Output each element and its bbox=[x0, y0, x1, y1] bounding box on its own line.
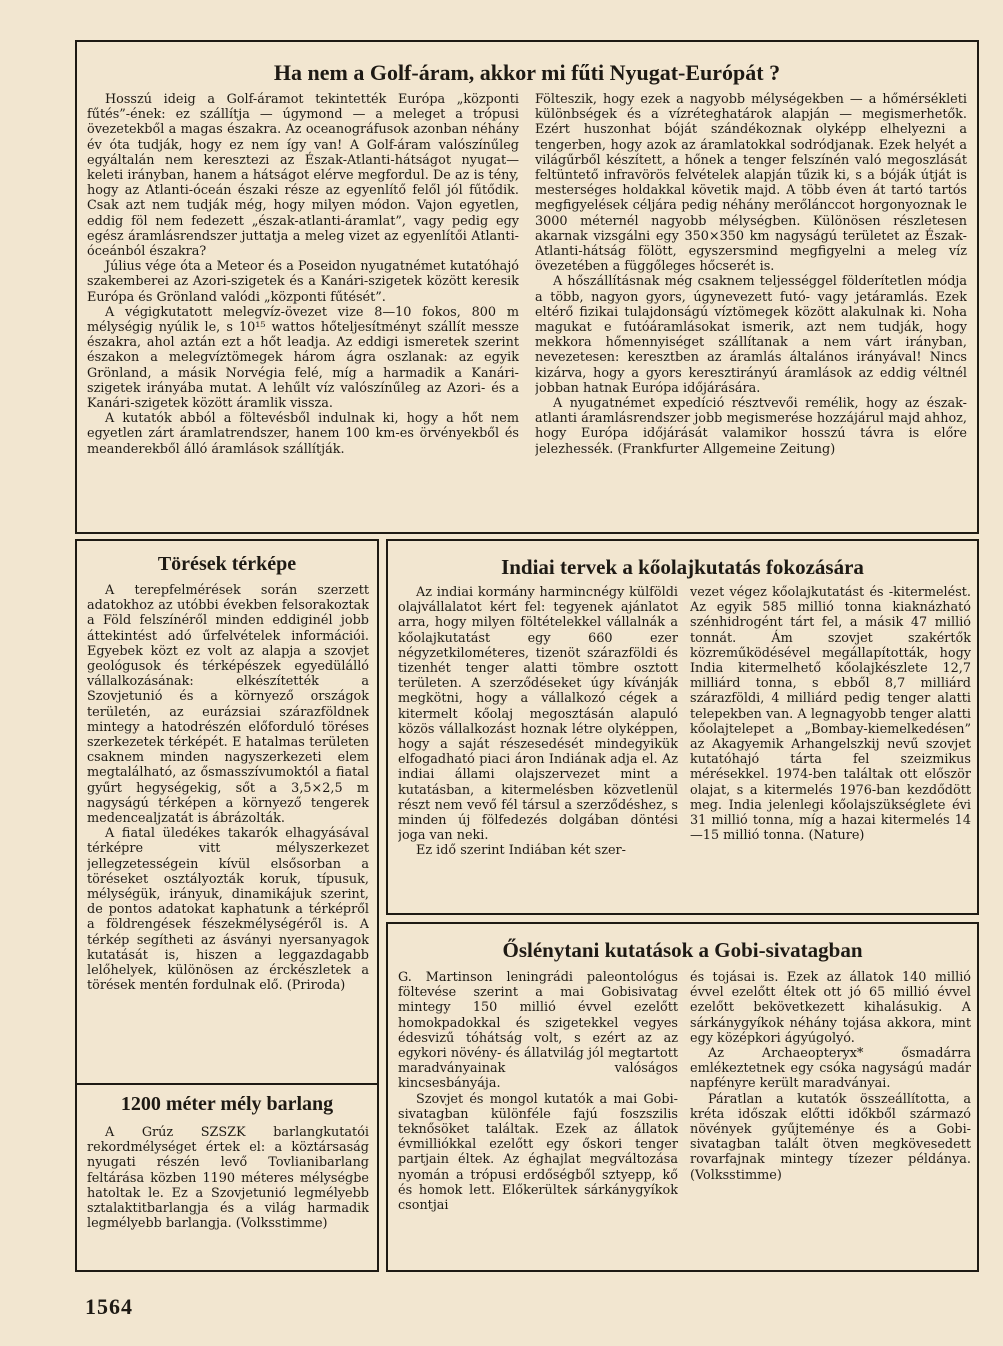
golf-column-2 bbox=[535, 92, 967, 528]
toresek-body bbox=[87, 583, 369, 1083]
gobi-paragraph: Az Archaeopteryx* ősmadárra emlékeztetnek egy csóka nagyságú madár napfényre került maradványai. bbox=[690, 1046, 971, 1092]
gobi-article bbox=[386, 922, 979, 1272]
indiai-column-2 bbox=[690, 585, 971, 911]
left-articles-box bbox=[75, 539, 379, 1272]
gobi-paragraph: és tojásai is. Ezek az állatok 140 millió évvel ezelőtt éltek ott jó 65 millió évvel ezelőtt bekövetkezett kihalásukig. A sárkánygyíkok néhány tojása akkora, mint egy középkori ágyúgolyó. bbox=[690, 970, 971, 1046]
toresek-paragraph: A fiatal üledékes takarók elhagyásával térképre vitt mélyszerkezet jellegzetességein kívül elsősorban a töréseket osztályozták koruk, típusuk, mélységük, irányuk, dinamikájuk szerint, de pontos adatokat kaphatunk a térképről a földrengések fészekmélységéről is. A térkép segítheti az ásványi nyersanyagok kutatását is, hiszen a leggazdagabb lelőhelyek, különösen az érckészletek a törések mentén fordulnak elő. (Priroda) bbox=[87, 826, 369, 994]
golf-title: Ha nem a Golf-áram, akkor mi fűti Nyugat-Európát ? bbox=[273, 60, 781, 85]
indiai-paragraph: Ez idő szerint Indiában két szer- bbox=[416, 843, 626, 859]
gobi-paragraph: G. Martinson leningrádi paleontológus föltevése szerint a mai Gobisivatag mintegy 150 millió évvel ezelőtt homokpadokkal és szigetekkel vegyes édesvizű tóhátság volt, s ezért az az egykori növény- és állatvilág jól megtartott maradványainak valóságos kincsesbányája. bbox=[398, 970, 678, 1092]
golf-paragraph: Fölteszik, hogy ezek a nagyobb mélységekben — a hőmérsékleti különbségek és a vízréteghatárok alapján — megismerhetők. Ezért huszonhat bóját szándékoznak olyképp elhelyezni a tengerben, hogy azok az áramlatokkal sodródjanak. Ezek helyét a világűrből készített, a hőnek a tenger felszínén való megoszlását feltüntető infravörös felvételek alapján tűzik ki, s a bóják útját is mesterséges holdakkal követik majd. A több éven át tartó tartós megfigyelések céljára pedig néhány merőlánccot horgonyoznak le 3000 méternél nagyobb mélységben. Különösen részletesen akarnak vizsgálni egy 350×350 km nagyságú területet az Észak-Atlanti-hátság fölött, egyszersmind megfigyelni a meleg víz övezetében a függőleges hőcserét is. bbox=[535, 92, 967, 275]
golf-article bbox=[75, 40, 979, 534]
golf-paragraph: A nyugatnémet expedíció résztvevői remélik, hogy az észak-atlanti áramlásrendszer jobb megismerése hozzájárul majd ahhoz, hogy Európa időjárását valamikor hosszú távra is előre jelezhessék. (Frankfurter Allgemeine Zeitung) bbox=[535, 396, 967, 457]
toresek-title: Törések térképe bbox=[157, 553, 297, 575]
gobi-paragraph: Szovjet és mongol kutatók a mai Gobi-sivatagban különféle fajú foszszilis teknősöket találtak. Ezek az állatok évmilliókkal ezelőtt egy őskori tenger partjain éltek. Az éghajlat megváltozása nyomán a trópusi erdőségből sztyepp, kő és homok lett. Előkerültek sárkánygyíkok csontjai bbox=[398, 1091, 678, 1214]
golf-column-1 bbox=[87, 92, 519, 528]
page-number: 1564 bbox=[85, 1294, 133, 1319]
barlang-title: 1200 méter mély barlang bbox=[120, 1093, 334, 1115]
gobi-title: Őslénytani kutatások a Gobi-sivatagban bbox=[502, 938, 863, 962]
golf-paragraph: Hosszú ideig a Golf-áramot tekintették Európa „központi fűtés”-ének: ez szállítja — úgymond — a meleget a trópusi övezetekből a magas északra. Az oceanográfusok azonban néhány év óta tudják, hogy ez nem így van! A Golf-áram valószínűleg egyáltalán nem keresztezi az Észak-Atlanti-hátságot nyugat—keleti irányban, hanem a hátságot elérve megfordul. De az is tény, hogy az Atlanti-óceán északi része az egyenlítő felől jól fűtődik. Csak azt nem tudják még, hogy milyen módon. Vajon egyetlen, eddig föl nem fedezett „észak-atlanti-áramlat”, vagy pedig egy egész áramlásrendszer juttatja a meleg vizet az egyenlítői Atlanti-óceánból északra? bbox=[87, 92, 519, 260]
golf-paragraph: A hőszállításnak még csaknem teljességgel földerítetlen módja a több, nagyon gyors, úgynevezett futó- vagy jetáramlás. Ezek eltérő fizikai tulajdonságú víztömegek között alakulnak ki. Noha magukat e futóáramlásokat ismerik, azt nem tudják, hogy mekkora hőmennyiséget szállítanak a nem várt irányban, nevezetesen: keresztben az áramlás általános irányával! Nincs kizárva, hogy a gyors keresztirányú áramlások az eddig véltnél jobban hatnak Európa időjárására. bbox=[535, 274, 967, 396]
indiai-article bbox=[386, 539, 979, 915]
golf-paragraph: A kutatók abból a föltevésből indulnak ki, hogy a hőt nem egyetlen zárt áramlatrendszer, hanem 100 km-es örvényekből és meanderekből álló áramlások szállítják. bbox=[87, 411, 519, 457]
barlang-paragraph: A Grúz SZSZK barlangkutatói rekordmélységet értek el: a köztársaság nyugati részén levő Tovlianibarlang feltárása közben 1190 méteres mélységbe hatoltak le. Ez a Szovjetunió legmélyebb sztalaktitbarlangja és a világ harmadik legmélyebb barlangja. (Volksstimme) bbox=[87, 1125, 369, 1232]
indiai-paragraph: vezet végez kőolajkutatást és -kitermelést. Az egyik 585 millió tonna kiaknázható szénhidrogént tárt fel, a másik 47 millió tonnát. Ám szovjet szakértők közreműködésével megállapították, hogy India kitermelhető kőolajkészlete 12,7 milliárd tonna, s ebből 8,7 milliárd szárazföldi, 4 milliárd pedig tenger alatti telepekben van. A legnagyobb tenger alatti kőolajtelepet a „Bombay-kiemelkedésen” az Akagyemik Arhangelszkij nevű szovjet kutatóhajó tárta fel szeizmikus mérésekkel. 1974-ben találtak ott először olajat, s a kitermelés 1976-ban kezdődött meg. India jelenlegi kőolajszükséglete évi 31 millió tonna, míg a hazai kitermelés 14—15 millió tonna. (Nature) bbox=[690, 585, 971, 844]
indiai-title: Indiai tervek a kőolajkutatás fokozására bbox=[501, 555, 864, 579]
indiai-paragraph: Az indiai kormány harmincnégy külföldi olajvállalatot kért fel: tegyenek ajánlatot arra, hogy milyen föltételekkel vállalnák a kőolajkutatást egy 660 ezer négyzetkilométeres, tizenöt szárazföldi és tizenhét tenger alatti tömbre osztott területen. A szerződéseket úgy kívánják megkötni, hogy a vállalkozó cégek a kitermelt kőolaj megosztásán alapuló közös vállalkozást hoznak létre olyképpen, hogy a saját részesedését mindegyikük elfogadható piaci áron Indiának adja el. Az indiai állami olajszervezet mint a kutatásban, a kitermelésben közvetlenül részt nem vevő fél társul a szerződéshez, s minden új fölfedezés dolgában döntési joga van neki. bbox=[398, 585, 678, 844]
golf-paragraph: A végigkutatott melegvíz-övezet vize 8—10 fokos, 800 m mélységig nyúlik le, s 10¹⁵ wattos hőteljesítményt szállít messze északra, ahol aztán ezt a hőt leadja. Az eddigi ismeretek szerint északon a melegvíztömegek három ágra oszlanak: az egyik Grönland, a másik Norvégia felé, míg a harmadik a Kanári-szigetek irányába mutat. A lehűlt víz valószínűleg az Azori- és a Kanári-szigetek között áramlik vissza. bbox=[87, 304, 519, 412]
left-divider bbox=[77, 1083, 377, 1085]
barlang-body bbox=[87, 1125, 369, 1265]
indiai-column-1 bbox=[398, 585, 678, 911]
gobi-column-2 bbox=[690, 970, 971, 1266]
gobi-column-1 bbox=[398, 970, 678, 1266]
gobi-paragraph: Páratlan a kutatók összeállította, a kréta időszak előtti időkből származó növények gyűjteménye és a Gobi-sivatagban talált ötven megkövesedett rovarfajnak mintegy tízezer példánya. (Volksstimme) bbox=[690, 1091, 971, 1183]
golf-paragraph: Július vége óta a Meteor és a Poseidon nyugatnémet kutatóhajó szakemberei az Azori-szigetek és a Kanári-szigetek között keresik Európa és Grönland valódi „központi fűtését”. bbox=[87, 259, 519, 305]
toresek-paragraph: A terepfelmérések során szerzett adatokhoz az utóbbi években felsorakoztak a Föld felszínéről minden eddiginél jobb áttekintést adó űrfelvételek információi. Egyebek közt ez volt az alapja a szovjet geológusok és térképészek egyedülálló vállalkozásának: elkészítették a Szovjetunió és a környező országok területén, az eurázsiai szárazföldnek mintegy a hatodrészén előforduló töréses szerkezetek térképét. E hatalmas területen csaknem minden nagyszerkezeti elem megtalálható, az ősmasszívumoktól a fiatal gyűrt hegységekig, sőt a 3,5×2,5 m nagyságú térképen a környező tengerek medencealjzatát is ábrázolták. bbox=[87, 583, 369, 827]
